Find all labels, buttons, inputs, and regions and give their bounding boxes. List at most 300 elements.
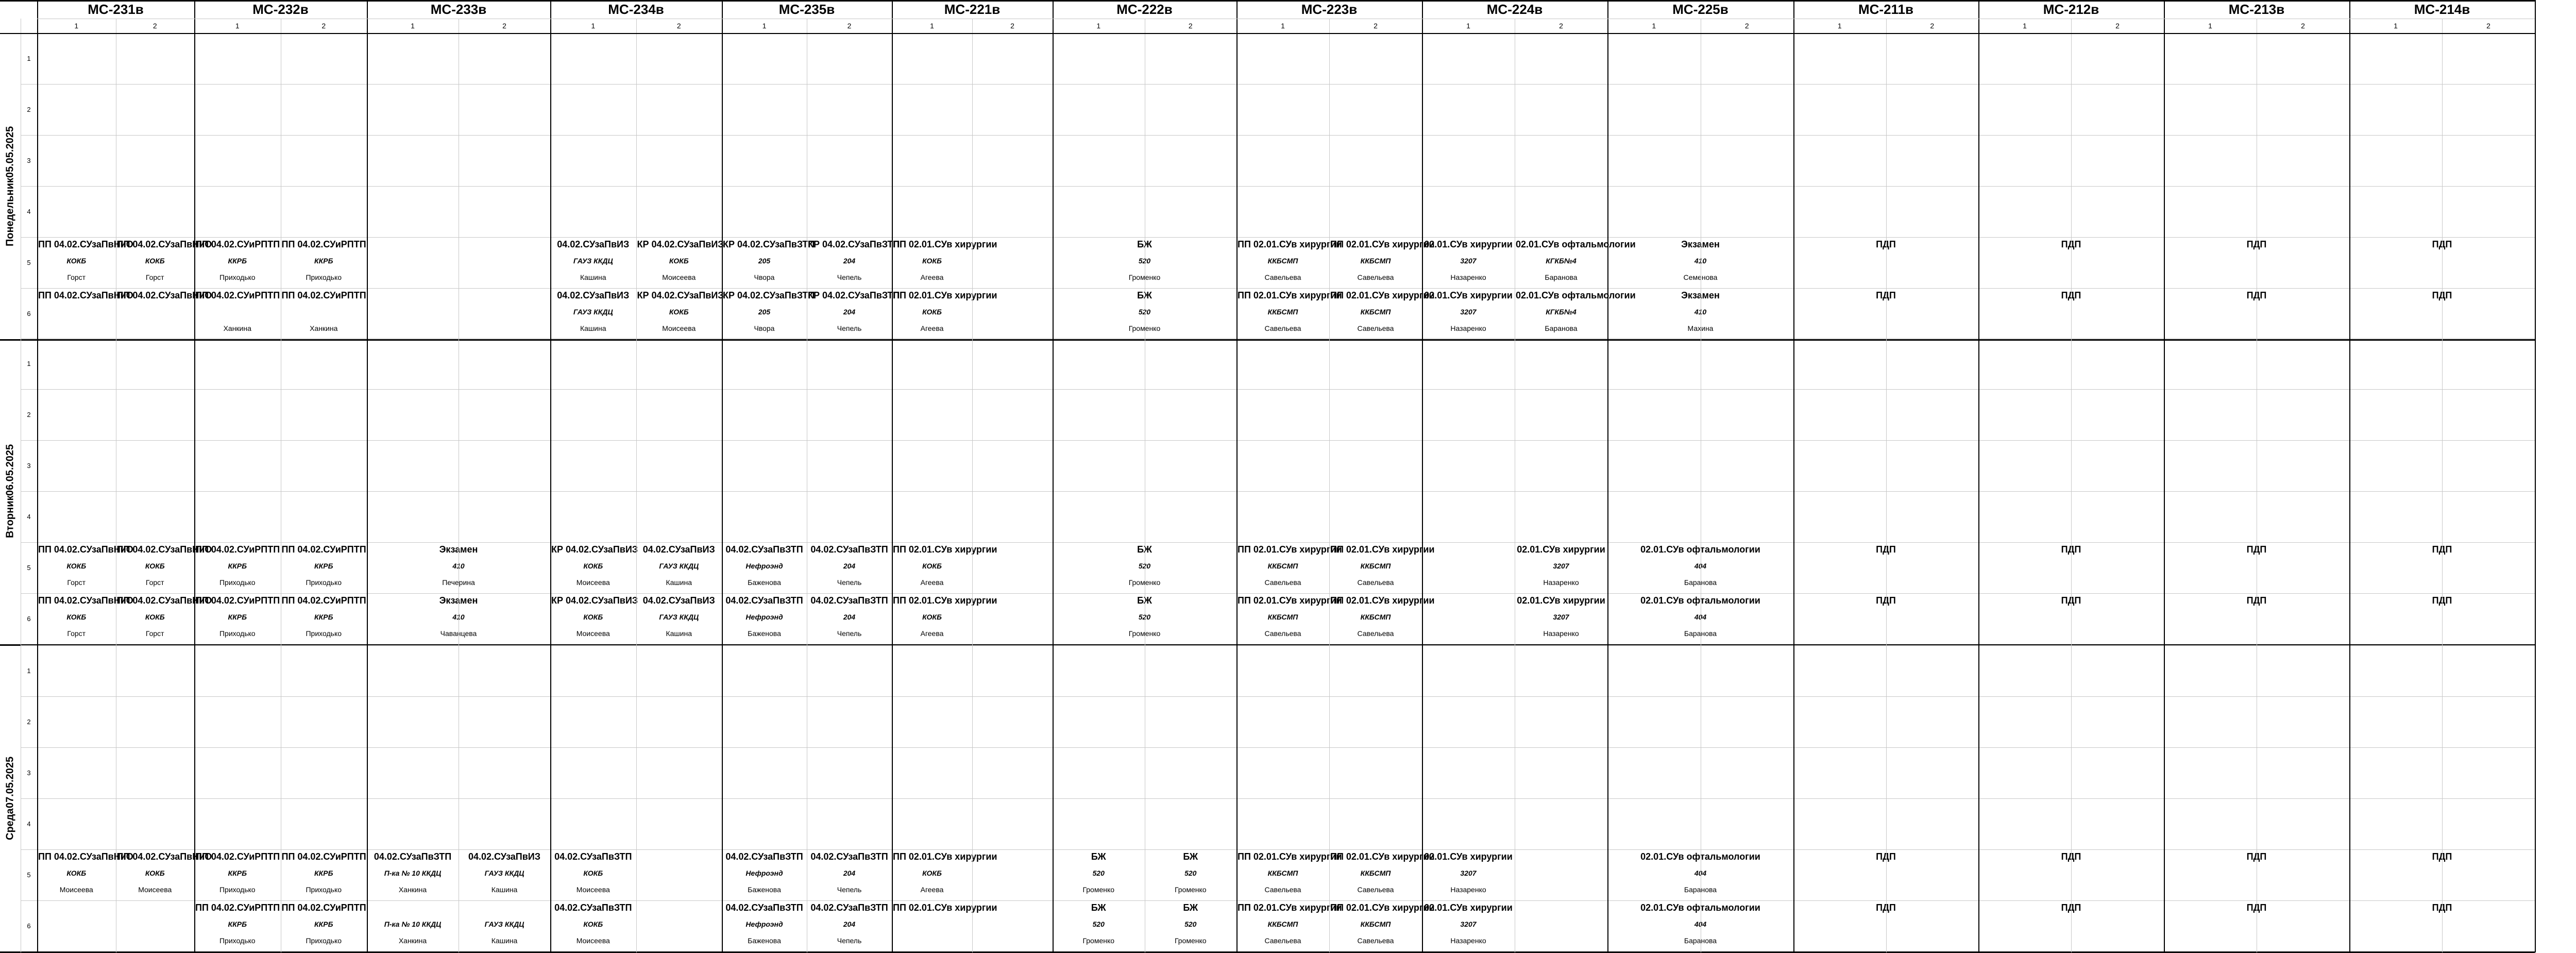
lesson-teacher: Моисеева	[576, 578, 610, 587]
lesson-teacher: Савельева	[1264, 578, 1301, 587]
lesson-subject: ПП 02.01.СУв хирургии	[893, 239, 997, 249]
lesson-subject: ПДП	[2432, 290, 2452, 300]
lesson-room: 3207	[1460, 257, 1477, 265]
lesson-cell[interactable]	[1236, 849, 1342, 900]
lesson-teacher: Горст	[67, 273, 86, 281]
lesson-subject: ПП 04.02.СУиРПТП	[281, 902, 366, 913]
lesson-teacher: Приходько	[219, 885, 256, 894]
lesson-subject: БЖ	[1091, 902, 1106, 913]
period-number: 1	[27, 667, 31, 675]
lesson-cell[interactable]	[459, 849, 550, 900]
lesson-cell[interactable]	[722, 900, 807, 951]
lesson-cell[interactable]	[37, 237, 133, 288]
lesson-subject: ПП 02.01.СУв хирургии	[1330, 851, 1435, 862]
lesson-subject: ПП 04.02.СУзаПвНиО	[38, 239, 133, 249]
group-header[interactable]: МС-222в	[1116, 1, 1173, 17]
lesson-subject: ПДП	[1876, 544, 1896, 555]
lesson-room: КОКБ	[66, 562, 87, 570]
lesson-room: ККБСМП	[1267, 920, 1298, 928]
lesson-subject: ПП 02.01.СУв хирургии	[1238, 851, 1342, 862]
group-divider	[2164, 0, 2165, 952]
lesson-cell[interactable]	[459, 900, 550, 951]
lesson-cell[interactable]	[807, 593, 892, 644]
period-number: 6	[27, 310, 31, 317]
lesson-cell[interactable]	[550, 288, 636, 339]
group-header[interactable]: МС-232в	[252, 1, 309, 17]
group-header[interactable]: МС-234в	[608, 1, 664, 17]
lesson-cell[interactable]	[281, 288, 367, 339]
lesson-room: Нефроэнд	[745, 869, 783, 877]
lesson-teacher: Чепель	[837, 937, 862, 945]
lesson-cell[interactable]	[1329, 288, 1435, 339]
lesson-cell[interactable]	[892, 288, 997, 339]
day-name: Среда	[4, 808, 16, 840]
group-header[interactable]: МС-231в	[88, 1, 144, 17]
day-label	[0, 338, 21, 644]
lesson-subject: ПП 04.02.СУиРПТП	[195, 595, 280, 606]
group-divider	[1236, 0, 1238, 952]
lesson-room: 520	[1138, 613, 1151, 621]
lesson-cell[interactable]	[636, 288, 722, 339]
lesson-cell[interactable]	[116, 542, 212, 593]
lesson-cell[interactable]	[722, 593, 807, 644]
lesson-cell[interactable]	[1236, 288, 1342, 339]
group-divider	[2349, 0, 2350, 952]
lesson-cell[interactable]	[1422, 288, 1515, 339]
lesson-room: КОКБ	[583, 562, 603, 570]
lesson-subject: ПП 04.02.СУиРПТП	[195, 290, 280, 300]
lesson-room: 204	[843, 562, 856, 570]
lesson-teacher: Приходько	[219, 273, 256, 281]
lesson-cell[interactable]	[722, 237, 815, 288]
subgroup-label: 2	[2115, 22, 2120, 30]
lesson-subject: ПП 04.02.СУзаПвНиО	[38, 851, 133, 862]
period-number: 4	[27, 513, 31, 521]
lesson-subject: ПП 04.02.СУиРПТП	[281, 239, 366, 249]
lesson-subject: ПДП	[2246, 851, 2267, 862]
lesson-cell[interactable]	[194, 288, 281, 339]
lesson-room: ККРБ	[228, 869, 247, 877]
lesson-teacher: Савельева	[1264, 629, 1301, 638]
lesson-subject: 04.02.СУзаПвИЗ	[557, 290, 630, 300]
lesson-cell[interactable]	[1145, 900, 1237, 951]
lesson-cell[interactable]	[807, 288, 900, 339]
lesson-teacher: Савельева	[1357, 885, 1394, 894]
lesson-teacher: Приходько	[306, 885, 342, 894]
lesson-cell[interactable]	[194, 900, 281, 951]
lesson-room: ГАУЗ ККДЦ	[484, 869, 524, 877]
lesson-subject: 04.02.СУзаПвИЗ	[468, 851, 541, 862]
lesson-cell[interactable]	[281, 542, 367, 593]
group-header[interactable]: МС-212в	[2043, 1, 2099, 17]
lesson-cell[interactable]	[1236, 900, 1342, 951]
period-divider	[21, 440, 2535, 441]
group-header[interactable]: МС-213в	[2228, 1, 2285, 17]
lesson-teacher: Баранова	[1684, 885, 1717, 894]
lesson-cell[interactable]	[722, 542, 807, 593]
lesson-room: 204	[843, 613, 856, 621]
lesson-subject: 02.01.СУв хирургии	[1424, 851, 1513, 862]
lesson-room: 404	[1694, 613, 1707, 621]
lesson-cell[interactable]	[1329, 237, 1435, 288]
lesson-teacher: Баранова	[1684, 937, 1717, 945]
lesson-subject: БЖ	[1183, 902, 1198, 913]
lesson-cell[interactable]	[116, 237, 212, 288]
lesson-subject: ПП 02.01.СУв хирургии	[1330, 290, 1435, 300]
day-date: 07.05.2025	[4, 757, 16, 809]
group-header[interactable]: МС-223в	[1301, 1, 1358, 17]
lesson-cell[interactable]	[550, 849, 636, 900]
lesson-cell[interactable]	[1145, 849, 1237, 900]
lesson-subject: ПДП	[2432, 851, 2452, 862]
lesson-teacher: Баженова	[748, 629, 781, 638]
period-number: 4	[27, 208, 31, 215]
lesson-room: 205	[758, 257, 771, 265]
lesson-cell[interactable]	[1329, 849, 1435, 900]
lesson-room: 204	[843, 920, 856, 928]
period-number: 6	[27, 922, 31, 930]
lesson-subject: 02.01.СУв офтальмологии	[1516, 239, 1636, 249]
lesson-subject: 04.02.СУзаПвЗТП	[810, 902, 888, 913]
lesson-cell[interactable]	[1422, 849, 1515, 900]
lesson-room: 3207	[1460, 869, 1477, 877]
lesson-room: 410	[1694, 308, 1707, 316]
lesson-teacher: Семенова	[1683, 273, 1718, 281]
lesson-cell[interactable]	[37, 288, 133, 339]
subgroup-label: 2	[1188, 22, 1193, 30]
lesson-subject: ПП 04.02.СУзаПвНиО	[116, 544, 212, 555]
lesson-cell[interactable]	[37, 542, 133, 593]
lesson-teacher: Громенко	[1128, 273, 1161, 281]
lesson-subject: ПП 04.02.СУзаПвНиО	[116, 851, 212, 862]
group-divider	[194, 0, 195, 952]
group-header[interactable]: МС-233в	[430, 1, 487, 17]
subgroup-label: 1	[2023, 22, 2027, 30]
lesson-room: 520	[1138, 257, 1151, 265]
lesson-room: 404	[1694, 920, 1707, 928]
lesson-cell[interactable]	[722, 849, 807, 900]
period-number: 2	[27, 411, 31, 419]
lesson-cell[interactable]	[281, 593, 367, 644]
day-name: Понедельник	[4, 177, 16, 246]
lesson-subject: ПП 04.02.СУзаПвНиО	[38, 290, 133, 300]
lesson-cell[interactable]	[194, 849, 281, 900]
lesson-cell[interactable]	[1329, 542, 1435, 593]
subgroup-label: 1	[591, 22, 596, 30]
lesson-room: ККРБ	[228, 920, 247, 928]
lesson-room: 410	[1694, 257, 1707, 265]
period-divider	[21, 338, 2535, 339]
lesson-room: 3207	[1553, 613, 1569, 621]
period-divider	[21, 645, 2535, 646]
lesson-room: ККБСМП	[1360, 308, 1391, 316]
lesson-subject: ПДП	[2432, 902, 2452, 913]
lesson-cell[interactable]	[37, 593, 133, 644]
lesson-cell[interactable]	[1329, 593, 1435, 644]
group-divider	[37, 0, 38, 952]
lesson-room: КОКБ	[922, 613, 942, 621]
lesson-teacher: Назаренко	[1450, 937, 1486, 945]
lesson-subject: 02.01.СУв офтальмологии	[1640, 902, 1760, 913]
lesson-room: ККБСМП	[1267, 613, 1298, 621]
lesson-cell[interactable]	[550, 900, 636, 951]
lesson-subject: ПП 02.01.СУв хирургии	[1330, 544, 1435, 555]
lesson-cell[interactable]	[1236, 542, 1342, 593]
lesson-cell[interactable]	[1422, 900, 1515, 951]
lesson-subject: ПДП	[2432, 239, 2452, 249]
lesson-teacher: Савельева	[1264, 885, 1301, 894]
lesson-cell[interactable]	[1236, 593, 1342, 644]
group-header[interactable]: МС-224в	[1486, 1, 1543, 17]
lesson-cell[interactable]	[281, 900, 367, 951]
subgroup-label: 2	[152, 22, 157, 30]
lesson-room: Нефроэнд	[745, 613, 783, 621]
lesson-room: 3207	[1460, 920, 1477, 928]
lesson-room: ККРБ	[228, 613, 247, 621]
lesson-cell[interactable]	[194, 593, 281, 644]
lesson-cell[interactable]	[807, 542, 892, 593]
lesson-cell[interactable]	[722, 288, 815, 339]
lesson-teacher: Кашина	[491, 885, 518, 894]
lesson-cell[interactable]	[550, 542, 636, 593]
lesson-cell[interactable]	[550, 593, 636, 644]
lesson-subject: ПДП	[1876, 595, 1896, 606]
lesson-subject: Экзамен	[439, 595, 478, 606]
lesson-teacher: Громенко	[1082, 885, 1115, 894]
lesson-subject: ПП 02.01.СУв хирургии	[1330, 902, 1435, 913]
lesson-teacher: Кашина	[491, 937, 518, 945]
lesson-room: П-ка № 10 ККДЦ	[384, 920, 442, 928]
lesson-teacher: Баженова	[748, 578, 781, 587]
period-number: 3	[27, 462, 31, 470]
lesson-subject: 02.01.СУв хирургии	[1424, 290, 1513, 300]
lesson-teacher: Громенко	[1174, 937, 1207, 945]
group-divider	[367, 0, 368, 952]
lesson-cell[interactable]	[116, 288, 212, 339]
lesson-subject: 04.02.СУзаПвЗТП	[554, 851, 632, 862]
lesson-cell[interactable]	[1236, 237, 1342, 288]
lesson-cell[interactable]	[807, 237, 900, 288]
day-name: Вторник	[4, 495, 16, 539]
lesson-subject: ПДП	[2246, 595, 2267, 606]
lesson-cell[interactable]	[367, 900, 459, 951]
lesson-cell[interactable]	[281, 849, 367, 900]
period-divider	[21, 135, 2535, 136]
lesson-cell[interactable]	[1515, 542, 1607, 593]
lesson-subject: Экзамен	[439, 544, 478, 555]
lesson-room: ККРБ	[314, 257, 333, 265]
lesson-room: КОКБ	[145, 562, 165, 570]
lesson-subject: ПДП	[1876, 851, 1896, 862]
lesson-subject: 04.02.СУзаПвИЗ	[642, 544, 715, 555]
lesson-teacher: Громенко	[1174, 885, 1207, 894]
lesson-room: 404	[1694, 562, 1707, 570]
lesson-room: ККРБ	[314, 562, 333, 570]
lesson-teacher: Баранова	[1684, 629, 1717, 638]
lesson-room: ККБСМП	[1267, 869, 1298, 877]
lesson-teacher: Назаренко	[1450, 885, 1486, 894]
lesson-teacher: Моисеева	[138, 885, 172, 894]
group-header[interactable]: МС-221в	[944, 1, 1001, 17]
lesson-cell[interactable]	[1515, 593, 1607, 644]
lesson-room: ККРБ	[314, 920, 333, 928]
group-divider	[1793, 0, 1794, 952]
lesson-teacher: Громенко	[1128, 629, 1161, 638]
lesson-teacher: Горст	[67, 629, 86, 638]
lesson-subject: ПДП	[1876, 902, 1896, 913]
lesson-teacher: Назаренко	[1543, 629, 1579, 638]
lesson-room: ГАУЗ ККДЦ	[573, 257, 613, 265]
lesson-cell[interactable]	[367, 849, 459, 900]
period-divider	[21, 389, 2535, 390]
lesson-subject: 02.01.СУв офтальмологии	[1640, 544, 1760, 555]
lesson-subject: ПП 02.01.СУв хирургии	[893, 902, 997, 913]
lesson-teacher: Баженова	[748, 885, 781, 894]
group-header[interactable]: МС-214в	[2414, 1, 2470, 17]
lesson-room: КОКБ	[669, 308, 689, 316]
lesson-cell[interactable]	[892, 849, 997, 900]
lesson-cell[interactable]	[636, 593, 722, 644]
lesson-teacher: Чаванцева	[440, 629, 477, 638]
lesson-teacher: Савельева	[1264, 937, 1301, 945]
lesson-room: ГАУЗ ККДЦ	[573, 308, 613, 316]
period-number: 3	[27, 157, 31, 164]
lesson-teacher: Громенко	[1082, 937, 1115, 945]
lesson-teacher: Баранова	[1545, 324, 1578, 332]
lesson-cell[interactable]	[1515, 237, 1636, 288]
lesson-subject: 04.02.СУзаПвЗТП	[554, 902, 632, 913]
lesson-subject: ПП 02.01.СУв хирургии	[1330, 239, 1435, 249]
lesson-room: 204	[843, 869, 856, 877]
lesson-room: ККБСМП	[1360, 562, 1391, 570]
group-divider	[1422, 0, 1423, 952]
lesson-subject: БЖ	[1137, 544, 1152, 555]
lesson-room: КОКБ	[669, 257, 689, 265]
lesson-room: КОКБ	[66, 869, 87, 877]
lesson-room: 520	[1092, 920, 1105, 928]
lesson-subject: ПП 02.01.СУв хирургии	[1238, 902, 1342, 913]
lesson-subject: 04.02.СУзаПвЗТП	[725, 595, 803, 606]
lesson-subject: БЖ	[1183, 851, 1198, 862]
lesson-subject: ПДП	[2061, 902, 2081, 913]
subgroup-divider	[2442, 19, 2443, 952]
lesson-cell[interactable]	[116, 593, 212, 644]
lesson-cell[interactable]	[1515, 288, 1636, 339]
lesson-cell[interactable]	[1053, 849, 1145, 900]
lesson-room: КОКБ	[922, 308, 942, 316]
lesson-subject: КР 04.02.СУзаПвЗТП	[808, 239, 900, 249]
lesson-teacher: Агеева	[920, 578, 944, 587]
lesson-subject: ПП 04.02.СУиРПТП	[281, 290, 366, 300]
lesson-room: КГКБ№4	[1546, 308, 1577, 316]
group-header[interactable]: МС-211в	[1858, 1, 1914, 17]
lesson-room: КОКБ	[145, 869, 165, 877]
lesson-cell[interactable]	[892, 237, 997, 288]
subgroup-divider	[972, 19, 973, 952]
lesson-cell[interactable]	[636, 237, 722, 288]
lesson-cell[interactable]	[807, 900, 892, 951]
subgroup-label: 1	[235, 22, 240, 30]
lesson-subject: 02.01.СУв офтальмологии	[1640, 595, 1760, 606]
group-divider	[1053, 0, 1054, 952]
header-bottom	[0, 33, 2535, 34]
lesson-subject: КР 04.02.СУзаПвЗТП	[808, 290, 900, 300]
lesson-cell[interactable]	[281, 237, 367, 288]
lesson-subject: 04.02.СУзаПвЗТП	[810, 595, 888, 606]
lesson-teacher: Моисеева	[662, 324, 696, 332]
lesson-teacher: Приходько	[306, 629, 342, 638]
lesson-teacher: Кашина	[580, 324, 606, 332]
subgroup-label: 2	[1374, 22, 1378, 30]
lesson-cell[interactable]	[194, 237, 281, 288]
lesson-subject: ПП 02.01.СУв хирургии	[1330, 595, 1435, 606]
period-number: 5	[27, 871, 31, 879]
lesson-teacher: Баранова	[1545, 273, 1578, 281]
lesson-teacher: Савельева	[1264, 324, 1301, 332]
lesson-subject: 02.01.СУв хирургии	[1517, 544, 1605, 555]
subgroup-label: 2	[2301, 22, 2305, 30]
lesson-subject: ПДП	[2246, 902, 2267, 913]
subgroup-label: 2	[676, 22, 681, 30]
lesson-subject: ПП 02.01.СУв хирургии	[893, 595, 997, 606]
lesson-subject: ПП 04.02.СУиРПТП	[281, 544, 366, 555]
lesson-cell[interactable]	[807, 849, 892, 900]
lesson-cell[interactable]	[1422, 237, 1515, 288]
lesson-cell[interactable]	[636, 542, 722, 593]
lesson-teacher: Моисеева	[576, 629, 610, 638]
lesson-cell[interactable]	[1329, 900, 1435, 951]
lesson-room: ККБСМП	[1267, 562, 1298, 570]
period-divider	[21, 84, 2535, 85]
subgroup-label: 1	[1837, 22, 1842, 30]
lesson-room: 204	[843, 257, 856, 265]
lesson-cell[interactable]	[550, 237, 636, 288]
lesson-cell[interactable]	[194, 542, 281, 593]
lesson-teacher: Махина	[1687, 324, 1714, 332]
subgroup-label: 1	[762, 22, 767, 30]
group-header[interactable]: МС-225в	[1672, 1, 1728, 17]
lesson-subject: 04.02.СУзаПвИЗ	[642, 595, 715, 606]
group-divider	[2535, 0, 2536, 952]
lesson-subject: ПДП	[2061, 595, 2081, 606]
lesson-teacher: Кашина	[666, 578, 692, 587]
period-number: 5	[27, 259, 31, 266]
lesson-cell[interactable]	[37, 849, 133, 900]
lesson-teacher: Агеева	[920, 629, 944, 638]
lesson-room: ККБСМП	[1360, 613, 1391, 621]
lesson-cell[interactable]	[892, 593, 997, 644]
group-header[interactable]: МС-235в	[778, 1, 835, 17]
lesson-teacher: Приходько	[306, 273, 342, 281]
lesson-cell[interactable]	[1053, 900, 1145, 951]
subgroup-label: 2	[502, 22, 506, 30]
group-divider	[550, 0, 551, 952]
lesson-cell[interactable]	[892, 900, 997, 951]
lesson-cell[interactable]	[892, 542, 997, 593]
period-divider	[21, 696, 2535, 697]
lesson-teacher: Приходько	[219, 629, 256, 638]
lesson-teacher: Приходько	[219, 937, 256, 945]
subgroup-label: 2	[1744, 22, 1749, 30]
lesson-subject: 04.02.СУзаПвЗТП	[810, 851, 888, 862]
lesson-subject: КР 04.02.СУзаПвЗТП	[723, 290, 815, 300]
subgroup-label: 1	[2394, 22, 2398, 30]
subgroup-divider	[2071, 19, 2072, 952]
lesson-teacher: Баранова	[1684, 578, 1717, 587]
lesson-subject: 04.02.СУзаПвИЗ	[557, 239, 630, 249]
lesson-cell[interactable]	[116, 849, 212, 900]
lesson-subject: ПП 04.02.СУзаПвНиО	[116, 290, 212, 300]
